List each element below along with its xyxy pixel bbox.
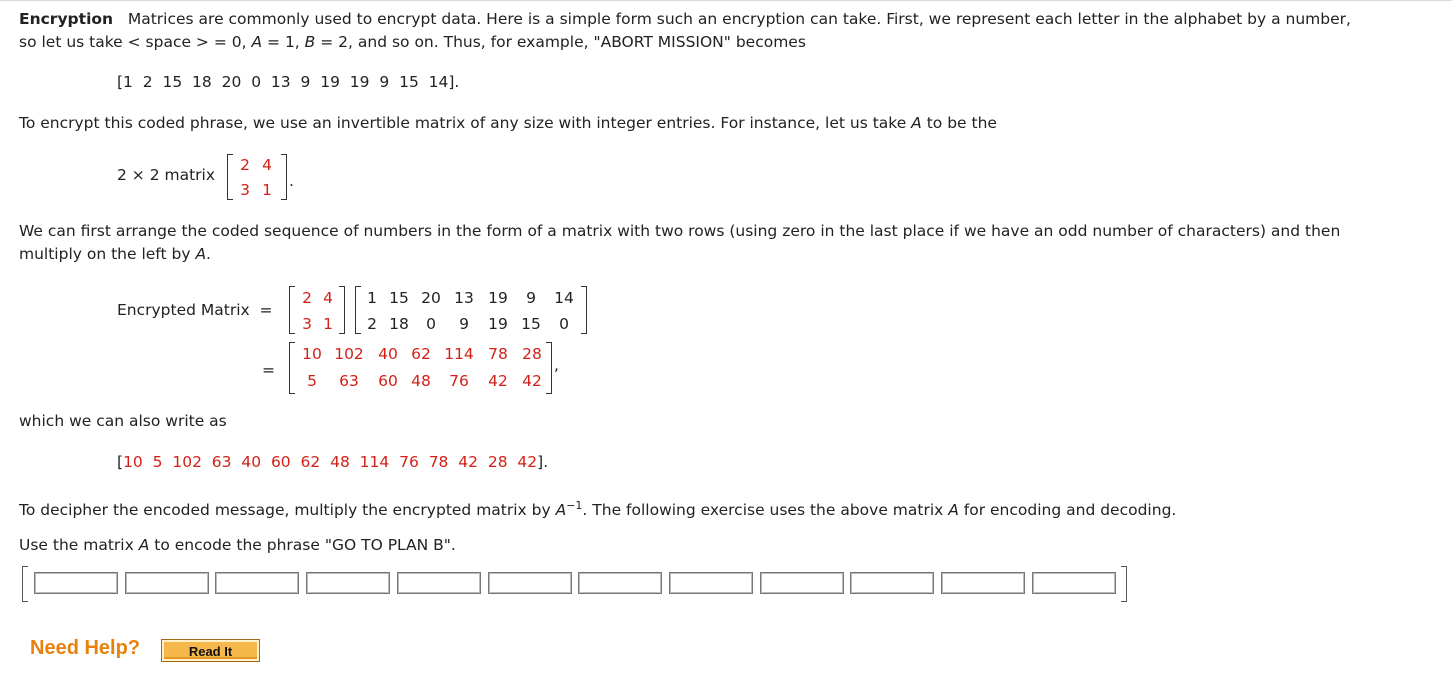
right-bracket	[581, 286, 587, 334]
inverse-superscript: −1	[566, 499, 583, 512]
encrypt-text-b: to be the	[921, 114, 997, 132]
matrix-cell: 3	[302, 315, 312, 333]
var-a: A	[948, 501, 959, 520]
var-b: B	[304, 33, 316, 51]
decipher-paragraph	[19, 494, 1439, 522]
answer-input[interactable]	[669, 572, 753, 594]
answer-input[interactable]	[1032, 572, 1116, 594]
matrix-cell: 4	[323, 289, 333, 307]
coded-matrix	[355, 286, 587, 334]
var-a: A	[251, 33, 263, 51]
matrix-cell: 78	[488, 345, 508, 363]
need-help-label: Need Help?	[30, 637, 141, 659]
matrix-cell: 5	[307, 372, 317, 390]
arrange-text-2a: multiply on the left by	[19, 245, 196, 263]
answer-input[interactable]	[125, 572, 209, 594]
matrix-cell: 114	[444, 345, 474, 363]
read-it-button[interactable]: Read It	[161, 639, 260, 662]
top-divider	[0, 0, 1452, 1]
encrypted-matrix-label: Encrypted Matrix =	[117, 301, 273, 319]
matrix-cell: 19	[488, 315, 508, 333]
space-token: < space >	[127, 33, 209, 51]
intro-paragraph	[19, 8, 1439, 54]
also-write-text: which we can also write as	[19, 412, 227, 430]
intro-text-2c: = 1,	[262, 33, 305, 51]
right-bracket	[281, 154, 287, 200]
coded-sequence: [1 2 15 18 20 0 13 9 19 19 9 15 14].	[117, 73, 460, 91]
matrix-cell: 0	[559, 315, 569, 333]
matrix-cell: 2	[302, 289, 312, 307]
matrix-cell: 76	[449, 372, 469, 390]
intro-text-2a: so let us take	[19, 33, 128, 51]
matrix-cell: 40	[378, 345, 398, 363]
matrix-cell: 2	[240, 156, 250, 174]
task-text-a: Use the matrix	[19, 536, 139, 554]
left-bracket	[22, 566, 28, 602]
equals-sign: =	[262, 361, 275, 379]
matrix-cell: 42	[488, 372, 508, 390]
matrix-cell: 62	[411, 345, 431, 363]
result-matrix	[289, 342, 552, 394]
matrix-cell: 13	[454, 289, 474, 307]
encrypt-paragraph	[19, 112, 1439, 135]
intro-text-1: Matrices are commonly used to encrypt data. Here is a simple form such an encryption can take. First, we represent each letter in the alphabet by a number,	[127, 10, 1351, 28]
answer-input[interactable]	[306, 572, 390, 594]
matrix-cell: 42	[522, 372, 542, 390]
answer-input[interactable]	[397, 572, 481, 594]
answer-input[interactable]	[488, 572, 572, 594]
matrix-cell: 1	[367, 289, 377, 307]
matrix-cell: 28	[522, 345, 542, 363]
arrange-line-2	[19, 243, 1439, 266]
var-a: A	[911, 114, 922, 132]
answer-input[interactable]	[578, 572, 662, 594]
matrix-period: .	[289, 172, 294, 190]
intro-text-2b: = 0,	[208, 33, 252, 51]
left-bracket	[227, 154, 233, 200]
task-paragraph	[19, 534, 1439, 557]
matrix-cell: 9	[459, 315, 469, 333]
encrypted-sequence	[117, 453, 548, 471]
seq-open-bracket: [	[117, 453, 124, 471]
matrix-cell: 19	[488, 289, 508, 307]
answer-input[interactable]	[760, 572, 844, 594]
matrix-intro-label: 2 × 2 matrix	[117, 166, 216, 184]
answer-input[interactable]	[215, 572, 299, 594]
matrix-cell: 1	[262, 181, 272, 199]
decipher-text-b: . The following exercise uses the above matrix	[582, 501, 949, 520]
decipher-text-a: To decipher the encoded message, multiply the encrypted matrix by	[19, 501, 556, 520]
matrix-cell: 14	[554, 289, 574, 307]
matrix-cell: 0	[426, 315, 436, 333]
var-a: A	[138, 536, 150, 554]
left-bracket	[289, 286, 295, 334]
matrix-cell: 2	[367, 315, 377, 333]
decipher-text-c: for encoding and decoding.	[958, 501, 1177, 520]
encrypt-text-a: To encrypt this coded phrase, we use an invertible matrix of any size with integer entries. For instance, let us take	[19, 114, 912, 132]
matrix-cell: 4	[262, 156, 272, 174]
matrix-cell: 20	[421, 289, 441, 307]
matrix-a	[227, 154, 287, 200]
answer-input[interactable]	[941, 572, 1025, 594]
answer-row	[22, 566, 1127, 602]
result-comma: ,	[554, 356, 559, 374]
var-a: A	[555, 501, 567, 520]
arrange-text-2b: .	[206, 245, 211, 263]
section-heading: Encryption	[19, 10, 114, 28]
intro-line-2	[19, 31, 1439, 54]
matrix-cell: 15	[521, 315, 541, 333]
matrix-cell: 15	[389, 289, 409, 307]
matrix-cell: 1	[323, 315, 333, 333]
intro-line-1	[19, 8, 1439, 31]
matrix-cell: 9	[526, 289, 536, 307]
var-a: A	[195, 245, 207, 263]
task-text-b: to encode the phrase "GO TO PLAN B".	[149, 536, 456, 554]
right-bracket	[339, 286, 345, 334]
matrix-cell: 63	[339, 372, 359, 390]
seq-values: 10 5 102 63 40 60 62 48 114 76 78 42 28 42	[123, 453, 538, 471]
answer-input[interactable]	[850, 572, 934, 594]
seq-close-bracket: ].	[537, 453, 549, 471]
matrix-cell: 10	[302, 345, 322, 363]
matrix-cell: 60	[378, 372, 398, 390]
matrix-cell: 3	[240, 181, 250, 199]
matrix-cell: 18	[389, 315, 409, 333]
matrix-a-factor	[289, 286, 345, 334]
right-bracket	[1121, 566, 1127, 602]
answer-input[interactable]	[34, 572, 118, 594]
matrix-cell: 102	[334, 345, 364, 363]
matrix-cell: 48	[411, 372, 431, 390]
intro-text-2d: = 2, and so on. Thus, for example, "ABORT MISSION" becomes	[315, 33, 806, 51]
arrange-line-1: We can first arrange the coded sequence of numbers in the form of a matrix with two rows (using zero in the last place if we have an odd number of characters) and then	[19, 222, 1341, 240]
arrange-paragraph	[19, 220, 1439, 266]
